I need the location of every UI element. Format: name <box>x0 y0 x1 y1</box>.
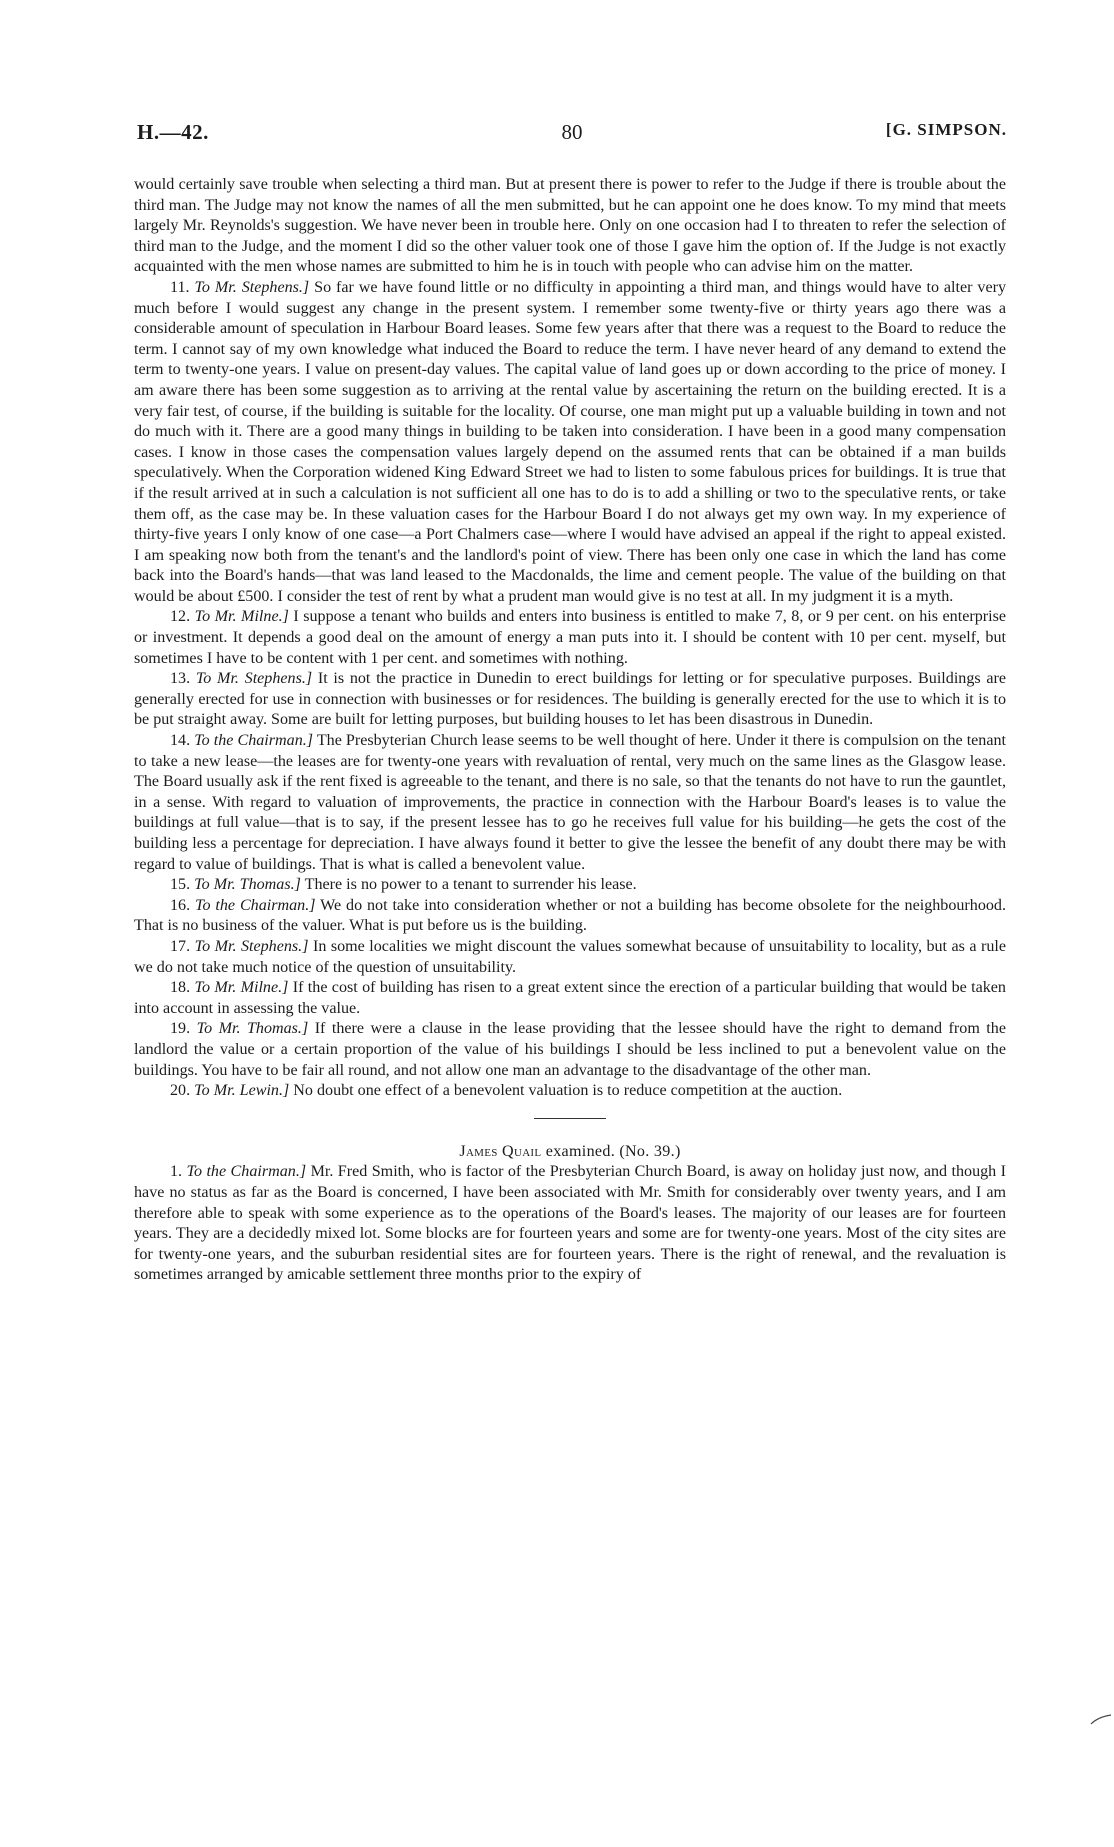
addressee: To the Chairman.] <box>195 896 316 914</box>
paragraph-number: 18. <box>170 979 191 997</box>
paragraph-text: I suppose a tenant who builds and enters into business is entitled to make 7, 8, or 9 per cent. on his enterprise or investment. It depends a good deal on the amount of energy a man puts into it. I should be content with 10 per cent. myself, but sometimes I have to be content with 1 per cent. and sometimes with nothing. <box>134 608 1006 667</box>
paragraph-text: We do not take into consideration whether or not a building has become obsolete for the neighbourhood. That is no business of the valuer. What is put before us is the building. <box>134 896 1006 935</box>
testimony-paragraph-19 <box>134 1019 1006 1081</box>
section-divider <box>134 1108 1006 1128</box>
paragraph-number: 19. <box>170 1020 191 1038</box>
paragraph-number: 17. <box>170 937 191 955</box>
paragraph-number: 11. <box>170 278 190 296</box>
document-reference: H.—42. <box>137 120 209 144</box>
paragraph-number: 15. <box>170 876 191 894</box>
addressee: To Mr. Stephens.] <box>194 937 309 955</box>
paragraph-text: So far we have found little or no difficulty in appointing a third man, and things would have to alter very much before I would suggest any change in the present system. I remember some twenty-five or thirty years ago there was a considerable amount of speculation in Harbour Board leases. Some few years after that there was a request to the Board to reduce the term. I cannot say of my own knowledge what induced the Board to reduce the term. I have never heard of any demand to extend the term to twenty-one years. I value on present-day values. The capital value of land goes up or down according to the price of money. I am aware there has been some suggestion as to arriving at the rental value by ascertaining the return on the building erected. It is a very fair test, of course, if the building is suitable for the locality. Of course, one man might put up a valuable building in town and not do much with it. There are a good many things in building to be taken into consideration. I have been in a good many compensation cases. I know in those cases the compensation values largely depend on the assumed rents that can be obtained if a man builds speculatively. When the Corporation widened King Edward Street we had to listen to some fabulous prices for buildings. It is true that if the result arrived at in such a calculation is not sufficient all one has to do is to add a shilling or two to the speculative rents, or take them off, as the case may be. In these valuation cases for the Harbour Board I do not always get my own way. In my experience of thirty-five years I only know of one case—a Port Chalmers case—where I would have advised an appeal if the right to appeal existed. I am speaking now both from the tenant's and the landlord's point of view. There has been only one case in which the land has come back into the Board's hands—that was land leased to the Macdonalds, the lime and cement people. The value of the building on that would be about £500. I consider the test of rent by what a prudent man would give is no test at all. In my judgment it is a myth. <box>134 278 1006 605</box>
addressee: To Mr. Milne.] <box>194 979 289 997</box>
addressee: To Mr. Thomas.] <box>196 1020 309 1038</box>
margin-mark <box>1090 1714 1112 1726</box>
paragraph-number: 16. <box>170 896 191 914</box>
paragraph-text: If there were a clause in the lease providing that the lessee should have the right to demand from the landlord the value or a certain proportion of the value of his buildings I should be less inclined to put a benevolent value on the buildings. You have to be fair all round, and not allow one man an advantage to the disadvantage of the other man. <box>134 1020 1006 1079</box>
testimony-paragraph-16 <box>134 896 1006 937</box>
page-header <box>137 120 1007 154</box>
paragraph-number: 14. <box>170 732 191 750</box>
addressee: To Mr. Stephens.] <box>195 670 313 688</box>
testimony-paragraph-15 <box>134 875 1006 896</box>
paragraph-text: If the cost of building has risen to a great extent since the erection of a particular building that would be taken into account in assessing the value. <box>134 979 1006 1017</box>
witness-name: James Quail <box>459 1142 542 1160</box>
paragraph-number: 13. <box>170 670 191 688</box>
testimony-paragraph-18 <box>134 978 1006 1019</box>
testimony-paragraph-20 <box>134 1081 1006 1102</box>
paragraph-number: 20. <box>170 1082 191 1100</box>
addressee: To the Chairman.] <box>186 1163 307 1181</box>
paragraph-number: 1. <box>170 1163 183 1181</box>
paragraph-text: The Presbyterian Church lease seems to be well thought of here. Under it there is compulsion on the tenant to take a new lease—the leases are for twenty-one years with revaluation of rental, very much on the same lines as the Glasgow lease. The Board usually ask if the rent fixed is agreeable to the tenant, and there is no sale, so that the tenants do not have to run the gauntlet, in a sense. With regard to valuation of improvements, the practice in connection with the Harbour Board's leases is to value the buildings at full value—that is to say, if the present lessee has to go he receives full value for his building—he gets the cost of the building less a percentage for depreciation. I have always found it better to give the lessee the benefit of any doubt there may be with regard to value of buildings. That is what is called a benevolent value. <box>134 732 1007 873</box>
witness-header: [G. SIMPSON. <box>885 120 1007 139</box>
paragraph-text: It is not the practice in Dunedin to erect buildings for letting or for speculative purposes. Buildings are generally erected for use in connection with businesses or for residences. The building is generally erected for the use to which it is to be put straight away. Some are built for letting purposes, but building houses to let has been disastrous in Dunedin. <box>134 670 1006 729</box>
addressee: To Mr. Milne.] <box>194 608 289 626</box>
addressee: To Mr. Stephens.] <box>194 278 310 296</box>
testimony-paragraph-13 <box>134 669 1006 731</box>
testimony-paragraph-17 <box>134 937 1006 978</box>
witness-examined: examined. (No. 39.) <box>541 1142 681 1160</box>
paragraph-text: No doubt one effect of a benevolent valuation is to reduce competition at the auction. <box>293 1082 843 1100</box>
witness-heading <box>134 1142 1006 1163</box>
paragraph-text: In some localities we might discount the values somewhat because of unsuitability to locality, but as a rule we do not take much notice of the question of unsuitability. <box>134 937 1007 976</box>
testimony-paragraph-1 <box>134 1162 1006 1286</box>
testimony-paragraph-11 <box>134 278 1006 608</box>
addressee: To the Chairman.] <box>194 732 314 750</box>
addressee: To Mr. Thomas.] <box>194 876 301 894</box>
body-text <box>134 175 1006 1286</box>
testimony-paragraph-12 <box>134 607 1006 669</box>
testimony-paragraph-14 <box>134 731 1006 875</box>
continued-paragraph: would certainly save trouble when selecting a third man. But at present there is power to refer to the Judge if there is trouble about the third man. The Judge may not know the names of all the men submitted, but he can appoint one he does know. To my mind that meets largely Mr. Reynolds's suggestion. We have never been in trouble here. Only on one occasion had I to threaten to refer the selection of third man to the Judge, and the moment I did so the other valuer took one of those I gave him the option of. If the Judge is not exactly acquainted with the men whose names are submitted to him he is in touch with people who can advise him on the matter. <box>134 176 1006 276</box>
paragraph-text: Mr. Fred Smith, who is factor of the Presbyterian Church Board, is away on holiday just now, and though I have no status as far as the Board is concerned, I have been associated with Mr. Smith for considerably over twenty years, and I am therefore able to speak with some experience as to the operations of the Board's leases. The majority of our leases are for fourteen years. They are a decidedly mixed lot. Some blocks are for fourteen years and some are for twenty-one years. Most of the city sites are for twenty-one years, and the suburban residential sites are for fourteen years. There is the right of renewal, and the revaluation is sometimes arranged by amicable settlement three months prior to the expiry of <box>134 1163 1006 1284</box>
paragraph-text: There is no power to a tenant to surrender his lease. <box>304 876 637 894</box>
addressee: To Mr. Lewin.] <box>194 1082 290 1100</box>
divider-rule <box>534 1118 606 1119</box>
page-number: 80 <box>561 120 583 144</box>
paragraph-number: 12. <box>170 608 191 626</box>
